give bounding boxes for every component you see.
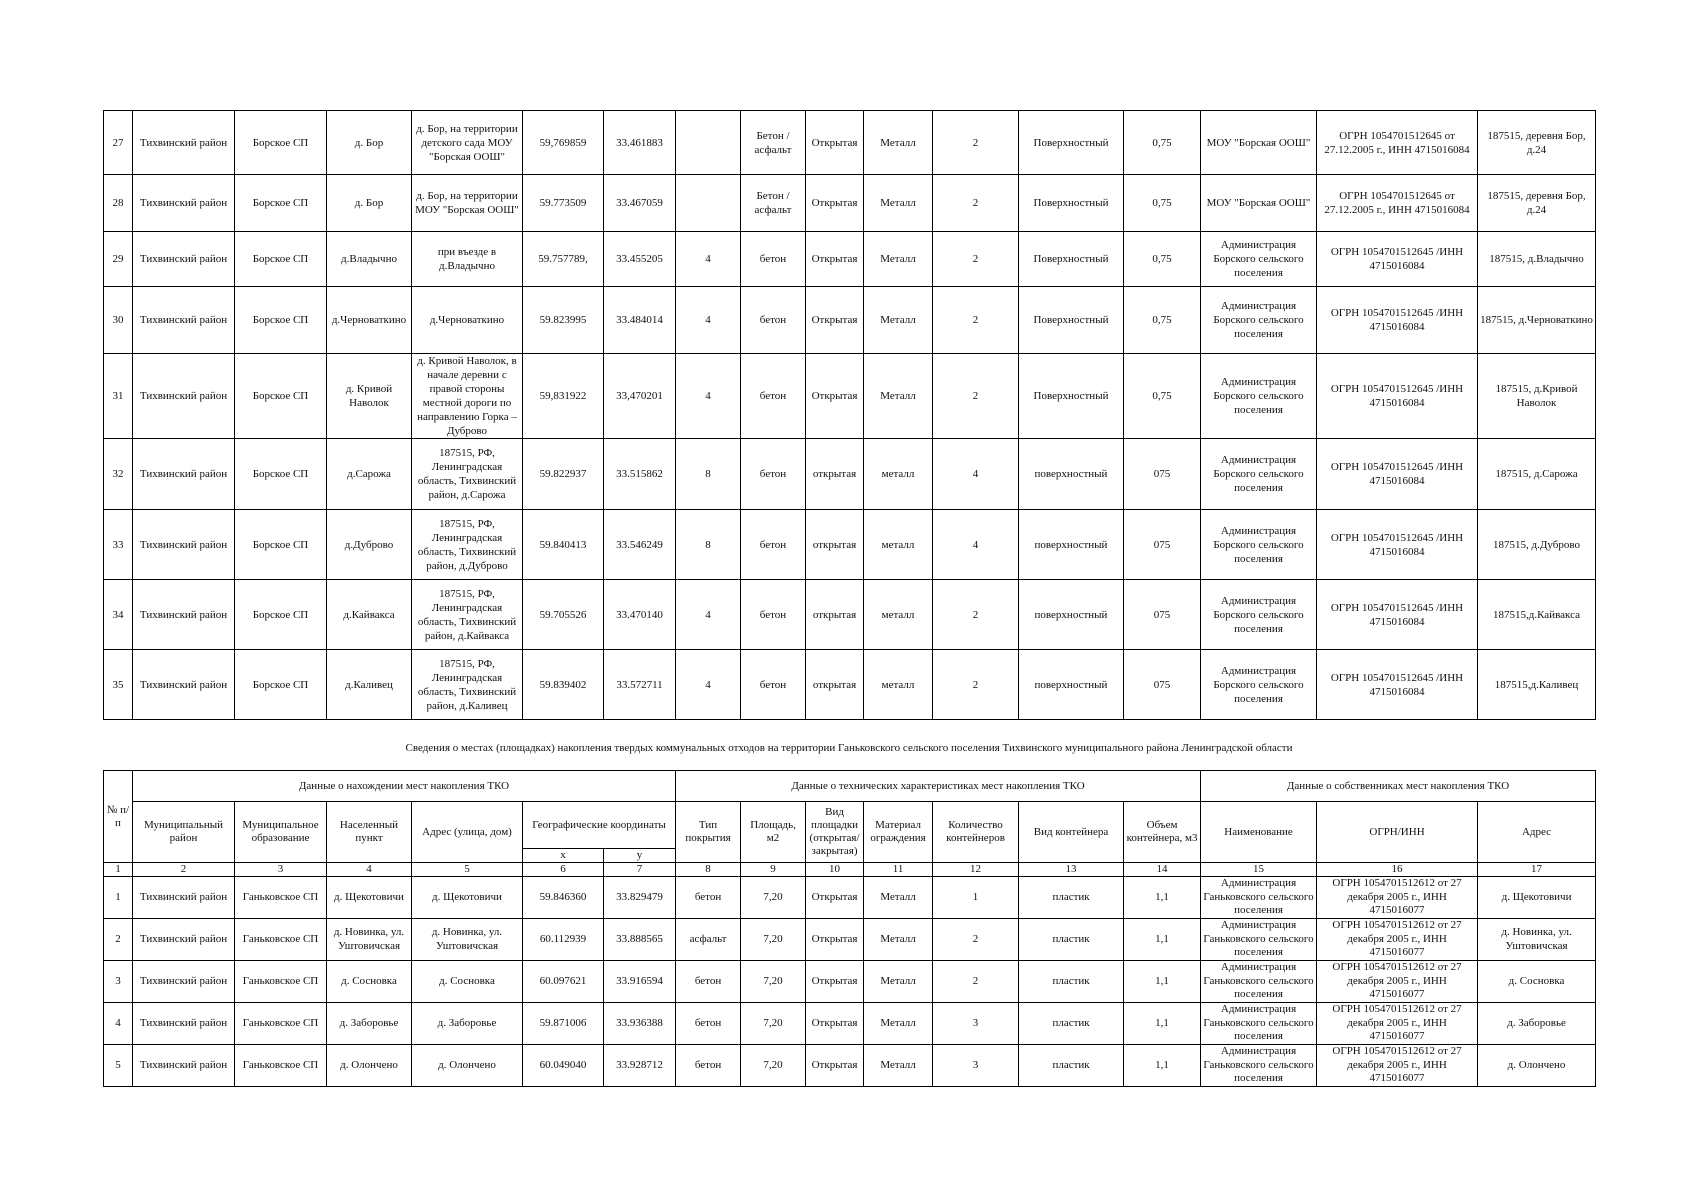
header-ogrn: ОГРН/ИНН [1317, 802, 1478, 863]
table-cell: 1,1 [1124, 919, 1201, 961]
table-cell: металл [864, 439, 933, 510]
header-group-owners: Данные о собственниках мест накопления ТКО [1201, 771, 1596, 802]
table-cell: 59.839402 [523, 650, 604, 720]
table-cell: Борское СП [235, 111, 327, 175]
table-cell: МОУ "Борская ООШ" [1201, 175, 1317, 232]
column-number: 4 [327, 863, 412, 877]
table-cell: Открытая [806, 1003, 864, 1045]
table-cell: ОГРН 1054701512645 /ИНН 4715016084 [1317, 232, 1478, 287]
column-number: 1 [104, 863, 133, 877]
table-row [104, 919, 1596, 961]
table-cell: Открытая [806, 111, 864, 175]
table-cell: 4 [676, 580, 741, 650]
table-cell: открытая [806, 650, 864, 720]
table-cell: бетон [741, 650, 806, 720]
table-cell: Борское СП [235, 510, 327, 580]
table-cell: Администрация Ганьковского сельского поселения [1201, 919, 1317, 961]
table-cell: бетон [741, 354, 806, 439]
table-cell: 2 [933, 287, 1019, 354]
table-cell: д. Олончено [327, 1045, 412, 1087]
table-cell: пластик [1019, 1003, 1124, 1045]
table-cell: 2 [933, 354, 1019, 439]
table-cell: Администрация Борского сельского поселения [1201, 354, 1317, 439]
table-cell: Бетон / асфальт [741, 111, 806, 175]
table-cell: пластик [1019, 877, 1124, 919]
table-cell: 187515, д.Владычно [1478, 232, 1596, 287]
table-cell: Металл [864, 232, 933, 287]
table-cell: поверхностный [1019, 439, 1124, 510]
table-cell: бетон [676, 1045, 741, 1087]
table-cell: 33.467059 [604, 175, 676, 232]
table-cell: 33.888565 [604, 919, 676, 961]
table-cell: 1 [933, 877, 1019, 919]
table-cell: Тихвинский район [133, 439, 235, 510]
table-cell: Ганьковское СП [235, 1045, 327, 1087]
table-cell: 2 [104, 919, 133, 961]
table-cell: ОГРН 1054701512645 /ИНН 4715016084 [1317, 510, 1478, 580]
table-cell: Поверхностный [1019, 287, 1124, 354]
table-cell: Администрация Борского сельского поселения [1201, 580, 1317, 650]
table-row [104, 287, 1596, 354]
table-cell [676, 175, 741, 232]
table-cell: д.Кайвакса [327, 580, 412, 650]
table-cell: д. Новинка, ул. Уштовичская [1478, 919, 1596, 961]
table-cell: 33.515862 [604, 439, 676, 510]
table-cell: 60.112939 [523, 919, 604, 961]
header-owner-address: Адрес [1478, 802, 1596, 863]
table-cell: д. Бор [327, 111, 412, 175]
table-cell: 1,1 [1124, 961, 1201, 1003]
column-number: 12 [933, 863, 1019, 877]
table-cell: Тихвинский район [133, 961, 235, 1003]
table-row [104, 650, 1596, 720]
table-cell: 33.470140 [604, 580, 676, 650]
table-cell: пластик [1019, 961, 1124, 1003]
table-cell: 59.840413 [523, 510, 604, 580]
table-cell: ОГРН 1054701512612 от 27 декабря 2005 г., ИНН 4715016077 [1317, 1003, 1478, 1045]
table-cell: поверхностный [1019, 650, 1124, 720]
header-owner-name: Наименование [1201, 802, 1317, 863]
table-cell: 33.461883 [604, 111, 676, 175]
table-cell: асфальт [676, 919, 741, 961]
table-cell: Администрация Ганьковского сельского поселения [1201, 877, 1317, 919]
table-row [104, 175, 1596, 232]
table-cell: 2 [933, 650, 1019, 720]
table-row [104, 354, 1596, 439]
header-address: Адрес (улица, дом) [412, 802, 523, 863]
header-cover: Тип покрытия [676, 802, 741, 863]
table-cell: 3 [104, 961, 133, 1003]
table-cell: 33.572711 [604, 650, 676, 720]
table-cell: д.Дуброво [327, 510, 412, 580]
table-cell: Металл [864, 961, 933, 1003]
header-num: № п/п [104, 771, 133, 863]
column-number: 9 [741, 863, 806, 877]
table-cell: д.Сарожа [327, 439, 412, 510]
table-cell: д. Щекотовичи [1478, 877, 1596, 919]
table-cell: Бетон / асфальт [741, 175, 806, 232]
table-cell: д. Кривой Наволок [327, 354, 412, 439]
header-count: Количество контейнеров [933, 802, 1019, 863]
table-cell: Поверхностный [1019, 111, 1124, 175]
header-site-type: Вид площадки (открытая/ закрытая) [806, 802, 864, 863]
table-cell: 187515, деревня Бор, д.24 [1478, 111, 1596, 175]
table-cell: 28 [104, 175, 133, 232]
table-cell: 2 [933, 232, 1019, 287]
table-cell: открытая [806, 510, 864, 580]
section-caption: Сведения о местах (площадках) накопления твердых коммунальных отходов на территории Ганьковского сельского поселения Тихвинского муниципального района Ленинградской области [405, 742, 1293, 754]
column-number: 14 [1124, 863, 1201, 877]
header-volume: Объем контейнера, м3 [1124, 802, 1201, 863]
table-cell: 3 [933, 1003, 1019, 1045]
table-cell: 33.484014 [604, 287, 676, 354]
table-cell: 33.829479 [604, 877, 676, 919]
table-cell: пластик [1019, 1045, 1124, 1087]
table-cell: бетон [676, 961, 741, 1003]
column-number: 6 [523, 863, 604, 877]
table-cell: д. Олончено [1478, 1045, 1596, 1087]
column-number: 16 [1317, 863, 1478, 877]
table-cell: Поверхностный [1019, 175, 1124, 232]
table-cell: д. Щекотовичи [327, 877, 412, 919]
table-cell: 59.705526 [523, 580, 604, 650]
table-cell: Тихвинский район [133, 287, 235, 354]
table-cell: бетон [676, 1003, 741, 1045]
table-cell: д.Черноваткино [412, 287, 523, 354]
table-cell: Тихвинский район [133, 877, 235, 919]
table-cell: Металл [864, 877, 933, 919]
table-cell: д. Кривой Наволок, в начале деревни с правой стороны местной дороги по направлению Горка – Дуброво [412, 354, 523, 439]
table-cell: д. Заборовье [327, 1003, 412, 1045]
header-container: Вид контейнера [1019, 802, 1124, 863]
table-cell: 187515, д.Кривой Наволок [1478, 354, 1596, 439]
table-row [104, 580, 1596, 650]
table-cell: Администрация Борского сельского поселения [1201, 287, 1317, 354]
table-cell: Борское СП [235, 175, 327, 232]
table-cell: Администрация Ганьковского сельского поселения [1201, 1003, 1317, 1045]
table-cell: ОГРН 1054701512612 от 27 декабря 2005 г., ИНН 4715016077 [1317, 961, 1478, 1003]
table-cell: 33.928712 [604, 1045, 676, 1087]
table-cell: Металл [864, 111, 933, 175]
table-cell: д. Сосновка [1478, 961, 1596, 1003]
table-cell: д.Владычно [327, 232, 412, 287]
table-cell: Борское СП [235, 650, 327, 720]
table-row [104, 1003, 1596, 1045]
table-cell: Борское СП [235, 439, 327, 510]
table-row [104, 439, 1596, 510]
table-cell: 59.773509 [523, 175, 604, 232]
table-cell: Администрация Борского сельского поселения [1201, 510, 1317, 580]
table-cell: Открытая [806, 1045, 864, 1087]
sites-table-borskoe [103, 110, 1596, 720]
table-cell: Ганьковское СП [235, 961, 327, 1003]
sites-table-gankovskoe [103, 770, 1596, 1087]
table-cell: 187515, РФ, Ленинградская область, Тихвинский район, д.Каливец [412, 650, 523, 720]
table-cell: 4 [676, 650, 741, 720]
table-row [104, 232, 1596, 287]
table-cell: д. Олончено [412, 1045, 523, 1087]
table-cell: 075 [1124, 439, 1201, 510]
table-cell: Администрация Ганьковского сельского поселения [1201, 961, 1317, 1003]
table-cell: Тихвинский район [133, 1045, 235, 1087]
table-cell: Ганьковское СП [235, 877, 327, 919]
table-cell: металл [864, 580, 933, 650]
table-cell: Тихвинский район [133, 1003, 235, 1045]
table-cell: Ганьковское СП [235, 919, 327, 961]
table-cell: 8 [676, 510, 741, 580]
table-cell: Администрация Борского сельского поселения [1201, 650, 1317, 720]
table-cell: ОГРН 1054701512645 /ИНН 4715016084 [1317, 354, 1478, 439]
table-cell: 4 [676, 287, 741, 354]
table-cell: д.Каливец [327, 650, 412, 720]
table-cell: 0,75 [1124, 287, 1201, 354]
table-row [104, 877, 1596, 919]
header-settlement: Населенный пункт [327, 802, 412, 863]
table-cell: 187515, РФ, Ленинградская область, Тихвинский район, д.Дуброво [412, 510, 523, 580]
table-cell: 075 [1124, 510, 1201, 580]
header-fence: Материал ограждения [864, 802, 933, 863]
table-cell: 075 [1124, 580, 1201, 650]
table-cell: Тихвинский район [133, 650, 235, 720]
table-cell: 33.936388 [604, 1003, 676, 1045]
column-number: 7 [604, 863, 676, 877]
header-group-technical: Данные о технических характеристиках мест накопления ТКО [676, 771, 1201, 802]
table-cell: Администрация Борского сельского поселения [1201, 439, 1317, 510]
header-district: Муниципальный район [133, 802, 235, 863]
table-cell: Тихвинский район [133, 580, 235, 650]
table-cell: 59.871006 [523, 1003, 604, 1045]
table-cell: 59.822937 [523, 439, 604, 510]
table-cell: Открытая [806, 919, 864, 961]
column-number: 8 [676, 863, 741, 877]
table-cell: бетон [676, 877, 741, 919]
table-cell: д. Заборовье [1478, 1003, 1596, 1045]
table-cell: д. Сосновка [412, 961, 523, 1003]
table-cell: 187515, РФ, Ленинградская область, Тихвинский район, д.Сарожа [412, 439, 523, 510]
column-number: 15 [1201, 863, 1317, 877]
table-cell: 59.823995 [523, 287, 604, 354]
column-number: 3 [235, 863, 327, 877]
table-cell: 1 [104, 877, 133, 919]
table-cell: 187515,д.Кайвакса [1478, 580, 1596, 650]
table-cell: 27 [104, 111, 133, 175]
table-row [104, 1045, 1596, 1087]
table-cell: 29 [104, 232, 133, 287]
table-cell: ОГРН 1054701512612 от 27 декабря 2005 г., ИНН 4715016077 [1317, 919, 1478, 961]
table-cell: 5 [104, 1045, 133, 1087]
header-x: х [523, 849, 604, 863]
table-cell: 7,20 [741, 877, 806, 919]
table-cell: Открытая [806, 354, 864, 439]
table-cell: Борское СП [235, 287, 327, 354]
table-cell: ОГРН 1054701512612 от 27 декабря 2005 г., ИНН 4715016077 [1317, 877, 1478, 919]
table-cell: ОГРН 1054701512612 от 27 декабря 2005 г., ИНН 4715016077 [1317, 1045, 1478, 1087]
table-cell: 60.097621 [523, 961, 604, 1003]
sites-table-borskoe-body [104, 111, 1596, 720]
table-cell: Тихвинский район [133, 510, 235, 580]
table-cell: 187515, д.Сарожа [1478, 439, 1596, 510]
table-cell: 33 [104, 510, 133, 580]
table-cell: 2 [933, 961, 1019, 1003]
table-cell: Администрация Борского сельского поселения [1201, 232, 1317, 287]
table-cell: открытая [806, 439, 864, 510]
table-cell: д. Новинка, ул. Уштовичская [327, 919, 412, 961]
table-cell: 7,20 [741, 1045, 806, 1087]
table-cell: 0,75 [1124, 232, 1201, 287]
table-cell: при въезде в д.Владычно [412, 232, 523, 287]
table-cell: д. Бор [327, 175, 412, 232]
table-cell: пластик [1019, 919, 1124, 961]
column-number: 2 [133, 863, 235, 877]
table-cell: д. Щекотовичи [412, 877, 523, 919]
table-cell: ОГРН 1054701512645 /ИНН 4715016084 [1317, 650, 1478, 720]
table-cell: 4 [104, 1003, 133, 1045]
table-row [104, 961, 1596, 1003]
table-cell: бетон [741, 287, 806, 354]
table-cell: 60.049040 [523, 1045, 604, 1087]
table-cell: Борское СП [235, 580, 327, 650]
table-cell: 2 [933, 919, 1019, 961]
table-cell [676, 111, 741, 175]
table-cell: 59,769859 [523, 111, 604, 175]
table-cell: 3 [933, 1045, 1019, 1087]
table-cell: Администрация Ганьковского сельского поселения [1201, 1045, 1317, 1087]
table-cell: 4 [933, 439, 1019, 510]
table-cell: бетон [741, 232, 806, 287]
table-cell: Металл [864, 354, 933, 439]
table-cell: 34 [104, 580, 133, 650]
table-cell: 59.757789, [523, 232, 604, 287]
table-cell: металл [864, 650, 933, 720]
column-number: 13 [1019, 863, 1124, 877]
table-cell: поверхностный [1019, 510, 1124, 580]
table-cell: 2 [933, 175, 1019, 232]
table-cell: 32 [104, 439, 133, 510]
table-cell: Поверхностный [1019, 232, 1124, 287]
table-cell: Открытая [806, 232, 864, 287]
sites-table-gankovskoe-body [104, 877, 1596, 1087]
table-row [104, 510, 1596, 580]
table-cell: открытая [806, 580, 864, 650]
table-cell: 1,1 [1124, 877, 1201, 919]
table-cell: 187515, деревня Бор, д.24 [1478, 175, 1596, 232]
table-cell: 7,20 [741, 919, 806, 961]
table-cell: 1,1 [1124, 1003, 1201, 1045]
table-cell: 187515, д.Черноваткино [1478, 287, 1596, 354]
table-cell: 7,20 [741, 961, 806, 1003]
table-cell: 33.916594 [604, 961, 676, 1003]
table-cell: Металл [864, 175, 933, 232]
table-cell: 0,75 [1124, 111, 1201, 175]
table-cell: ОГРН 1054701512645 /ИНН 4715016084 [1317, 439, 1478, 510]
table-cell: поверхностный [1019, 580, 1124, 650]
table-cell: ОГРН 1054701512645 /ИНН 4715016084 [1317, 580, 1478, 650]
column-number: 5 [412, 863, 523, 877]
table-cell: д. Бор, на территории детского сада МОУ "Борская ООШ" [412, 111, 523, 175]
table-cell: 8 [676, 439, 741, 510]
table-cell: ОГРН 1054701512645 /ИНН 4715016084 [1317, 287, 1478, 354]
table-cell: ОГРН 1054701512645 от 27.12.2005 г., ИНН 4715016084 [1317, 111, 1478, 175]
table-cell: 4 [676, 354, 741, 439]
table-cell: 075 [1124, 650, 1201, 720]
table-cell: Борское СП [235, 354, 327, 439]
table-cell: МОУ "Борская ООШ" [1201, 111, 1317, 175]
table-cell: 59,831922 [523, 354, 604, 439]
table-cell: Металл [864, 287, 933, 354]
table-cell: Тихвинский район [133, 175, 235, 232]
table-cell: 2 [933, 580, 1019, 650]
table-row [104, 111, 1596, 175]
table-cell: Открытая [806, 175, 864, 232]
table-cell: д. Сосновка [327, 961, 412, 1003]
table-cell: Металл [864, 1045, 933, 1087]
table-cell: 7,20 [741, 1003, 806, 1045]
table-header [104, 771, 1596, 877]
table-cell: Ганьковское СП [235, 1003, 327, 1045]
table-cell: Поверхностный [1019, 354, 1124, 439]
header-coords: Географические координаты [523, 802, 676, 849]
table-cell: 35 [104, 650, 133, 720]
table-cell: Тихвинский район [133, 111, 235, 175]
header-area: Площадь, м2 [741, 802, 806, 863]
table-cell: 4 [676, 232, 741, 287]
table-cell: Тихвинский район [133, 232, 235, 287]
table-cell: 59.846360 [523, 877, 604, 919]
table-cell: д.Черноваткино [327, 287, 412, 354]
table-cell: 187515,д.Каливец [1478, 650, 1596, 720]
header-y: у [604, 849, 676, 863]
table-cell: бетон [741, 510, 806, 580]
table-cell: бетон [741, 439, 806, 510]
table-cell: Тихвинский район [133, 919, 235, 961]
table-cell: д. Бор, на территории МОУ "Борская ООШ" [412, 175, 523, 232]
column-number: 17 [1478, 863, 1596, 877]
table-cell: 33.455205 [604, 232, 676, 287]
table-cell: бетон [741, 580, 806, 650]
column-number: 10 [806, 863, 864, 877]
table-cell: 0,75 [1124, 175, 1201, 232]
table-cell: Тихвинский район [133, 354, 235, 439]
table-cell: Борское СП [235, 232, 327, 287]
header-group-location: Данные о нахождении мест накопления ТКО [133, 771, 676, 802]
table-cell: Открытая [806, 287, 864, 354]
column-number: 11 [864, 863, 933, 877]
table-cell: 2 [933, 111, 1019, 175]
table-cell: 4 [933, 510, 1019, 580]
table-cell: Металл [864, 1003, 933, 1045]
table-cell: д. Новинка, ул. Уштовичская [412, 919, 523, 961]
table-cell: Металл [864, 919, 933, 961]
header-municipality: Муниципальное образование [235, 802, 327, 863]
table-cell: 33,470201 [604, 354, 676, 439]
table-cell: металл [864, 510, 933, 580]
table-cell: 0,75 [1124, 354, 1201, 439]
table-cell: 31 [104, 354, 133, 439]
table-cell: Открытая [806, 961, 864, 1003]
table-cell: 33.546249 [604, 510, 676, 580]
table-cell: Открытая [806, 877, 864, 919]
table-cell: 187515, РФ, Ленинградская область, Тихвинский район, д.Кайвакса [412, 580, 523, 650]
table-cell: 30 [104, 287, 133, 354]
table-cell: 187515, д.Дуброво [1478, 510, 1596, 580]
table-cell: 1,1 [1124, 1045, 1201, 1087]
table-cell: д. Заборовье [412, 1003, 523, 1045]
table-cell: ОГРН 1054701512645 от 27.12.2005 г., ИНН 4715016084 [1317, 175, 1478, 232]
